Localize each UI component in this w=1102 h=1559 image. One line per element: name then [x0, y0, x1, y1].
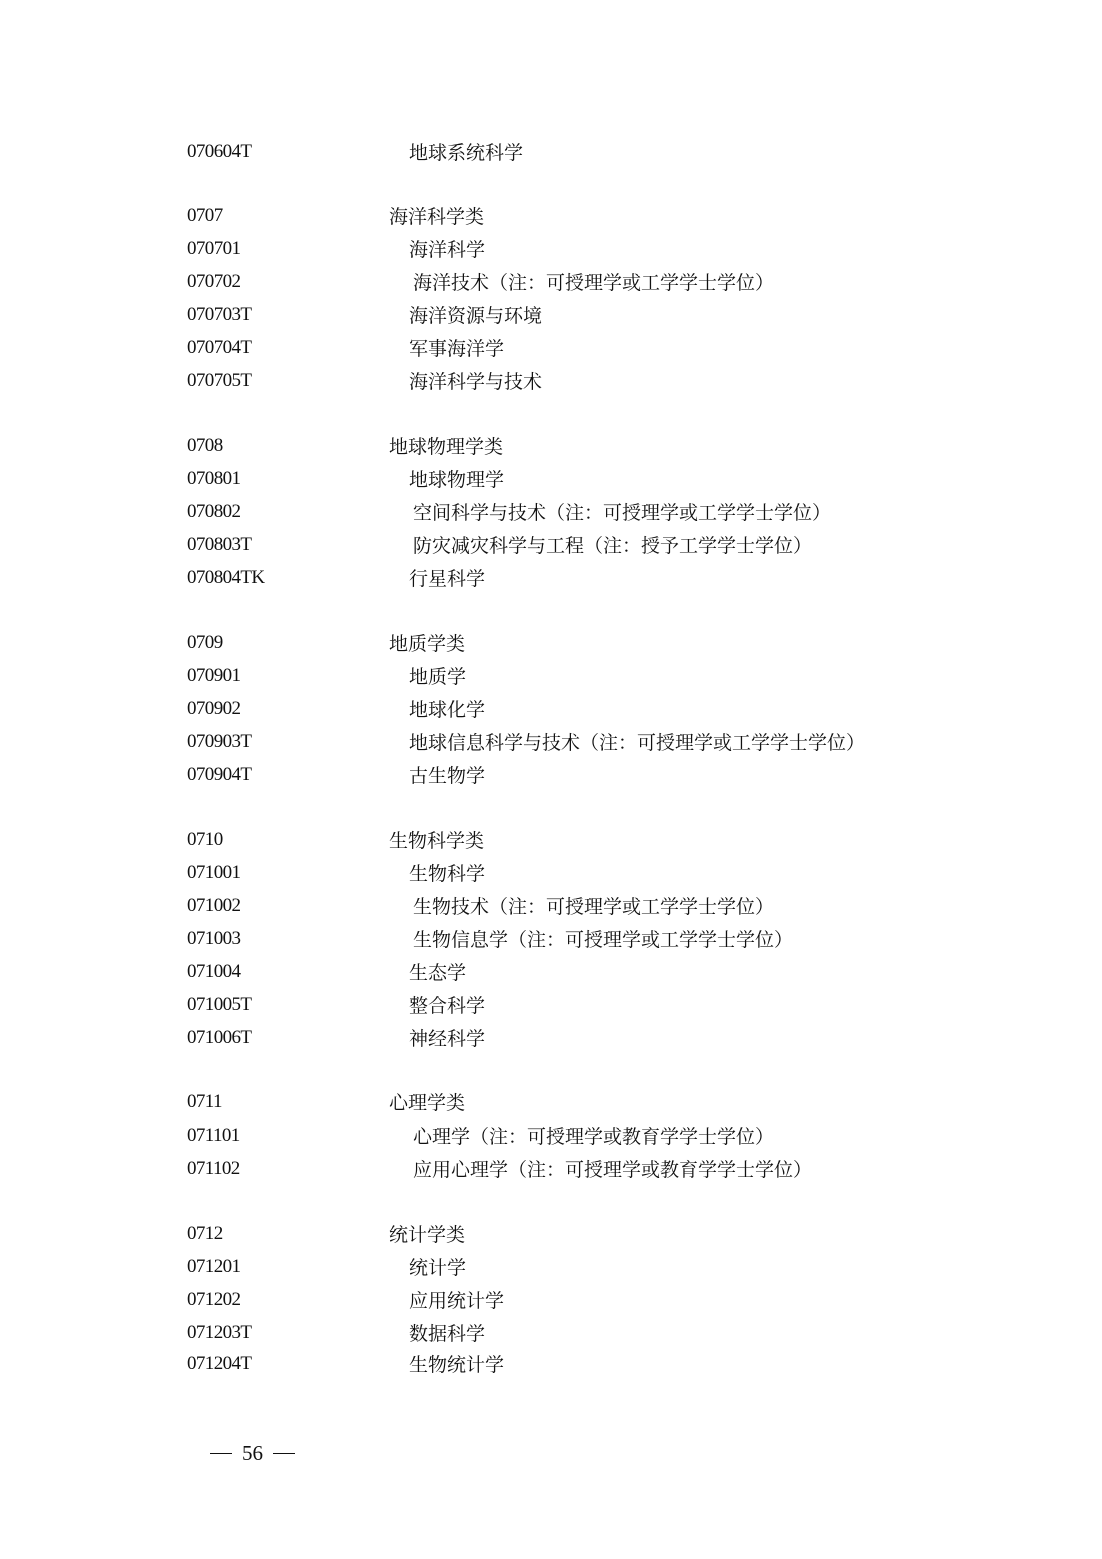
- discipline-code: 0712: [187, 1223, 223, 1244]
- major-row: [0, 237, 1102, 267]
- discipline-code: 071102: [187, 1158, 240, 1179]
- major-row: [0, 894, 1102, 924]
- major-row: [0, 1124, 1102, 1154]
- category-row: [0, 1222, 1102, 1252]
- page-number-footer: [210, 1440, 295, 1466]
- major-name: 应用统计学: [409, 1290, 505, 1312]
- discipline-code: 070702: [187, 271, 241, 292]
- category-row: [0, 204, 1102, 234]
- category-name: 地球物理学类: [389, 436, 504, 458]
- discipline-code: 070901: [187, 665, 241, 686]
- major-name: 地质学: [409, 666, 467, 688]
- major-row: [0, 500, 1102, 530]
- major-name: 行星科学: [409, 568, 486, 590]
- discipline-code: 070703T: [187, 304, 252, 325]
- discipline-code: 0707: [187, 205, 223, 226]
- major-row: [0, 1157, 1102, 1187]
- major-row: [0, 993, 1102, 1023]
- discipline-code: 0709: [187, 632, 223, 653]
- discipline-code: 070801: [187, 468, 241, 489]
- major-row: [0, 730, 1102, 760]
- major-name: 海洋科学与技术: [409, 371, 543, 393]
- major-name: 海洋技术（注：可授理学或工学学士学位）: [413, 272, 775, 294]
- major-row: [0, 861, 1102, 891]
- discipline-code: 070904T: [187, 764, 252, 785]
- major-name: 地球信息科学与技术（注：可授理学或工学学士学位）: [409, 732, 866, 754]
- major-name: 应用心理学（注：可授理学或教育学学士学位）: [413, 1159, 813, 1181]
- discipline-code: 0710: [187, 829, 223, 850]
- major-name: 生态学: [409, 962, 467, 984]
- discipline-code: 070903T: [187, 731, 252, 752]
- category-name: 统计学类: [389, 1224, 466, 1246]
- major-name: 整合科学: [409, 995, 486, 1017]
- major-name: 统计学: [409, 1257, 467, 1279]
- major-name: 生物信息学（注：可授理学或工学学士学位）: [413, 929, 794, 951]
- major-row: [0, 270, 1102, 300]
- major-name: 防灾减灾科学与工程（注：授予工学学士学位）: [413, 535, 813, 557]
- category-name: 心理学类: [389, 1092, 466, 1114]
- major-name: 数据科学: [409, 1323, 486, 1345]
- major-name: 心理学（注：可授理学或教育学学士学位）: [413, 1126, 775, 1148]
- major-row: [0, 566, 1102, 596]
- major-row: [0, 140, 1102, 170]
- major-name: 地球系统科学: [409, 142, 524, 164]
- major-row: [0, 1255, 1102, 1285]
- category-row: [0, 1090, 1102, 1120]
- major-row: [0, 303, 1102, 333]
- discipline-code: 070705T: [187, 370, 252, 391]
- discipline-code: 070802: [187, 501, 241, 522]
- major-name: 神经科学: [409, 1028, 486, 1050]
- discipline-code: 071203T: [187, 1322, 252, 1343]
- major-name: 空间科学与技术（注：可授理学或工学学士学位）: [413, 502, 832, 524]
- category-row: [0, 828, 1102, 858]
- category-name: 生物科学类: [389, 830, 485, 852]
- major-row: [0, 1026, 1102, 1056]
- discipline-code: 070803T: [187, 534, 252, 555]
- discipline-code: 071004: [187, 961, 241, 982]
- major-name: 海洋科学: [409, 239, 486, 261]
- major-name: 生物技术（注：可授理学或工学学士学位）: [413, 896, 775, 918]
- major-row: [0, 533, 1102, 563]
- discipline-code: 0708: [187, 435, 223, 456]
- major-name: 海洋资源与环境: [409, 305, 543, 327]
- category-row: [0, 631, 1102, 661]
- major-name: 生物科学: [409, 863, 486, 885]
- major-name: 军事海洋学: [409, 338, 505, 360]
- major-row: [0, 369, 1102, 399]
- discipline-code: 070704T: [187, 337, 252, 358]
- discipline-code: 070604T: [187, 141, 252, 162]
- discipline-code: 070902: [187, 698, 241, 719]
- major-row: [0, 1288, 1102, 1318]
- major-name: 地球物理学: [409, 469, 505, 491]
- major-name: 生物统计学: [409, 1354, 505, 1376]
- discipline-code: 071001: [187, 862, 241, 883]
- discipline-code: 071101: [187, 1125, 240, 1146]
- discipline-code: 070804TK: [187, 567, 265, 588]
- category-name: 海洋科学类: [389, 206, 485, 228]
- category-name: 地质学类: [389, 633, 466, 655]
- discipline-code: 071003: [187, 928, 241, 949]
- discipline-code: 071202: [187, 1289, 241, 1310]
- discipline-code: 071204T: [187, 1353, 252, 1374]
- major-row: [0, 960, 1102, 990]
- major-row: [0, 927, 1102, 957]
- discipline-code: 071006T: [187, 1027, 252, 1048]
- discipline-code: 071002: [187, 895, 241, 916]
- discipline-code: 0711: [187, 1091, 222, 1112]
- footer-dash-right: [273, 1453, 295, 1454]
- discipline-code: 071201: [187, 1256, 241, 1277]
- footer-dash-left: [210, 1453, 232, 1454]
- major-row: [0, 336, 1102, 366]
- major-name: 地球化学: [409, 699, 486, 721]
- category-row: [0, 434, 1102, 464]
- major-row: [0, 1352, 1102, 1382]
- major-row: [0, 467, 1102, 497]
- major-row: [0, 664, 1102, 694]
- discipline-code: 070701: [187, 238, 241, 259]
- major-row: [0, 1321, 1102, 1351]
- page-number: 56: [242, 1441, 263, 1465]
- major-row: [0, 763, 1102, 793]
- major-name: 古生物学: [409, 765, 486, 787]
- major-row: [0, 697, 1102, 727]
- discipline-code: 071005T: [187, 994, 252, 1015]
